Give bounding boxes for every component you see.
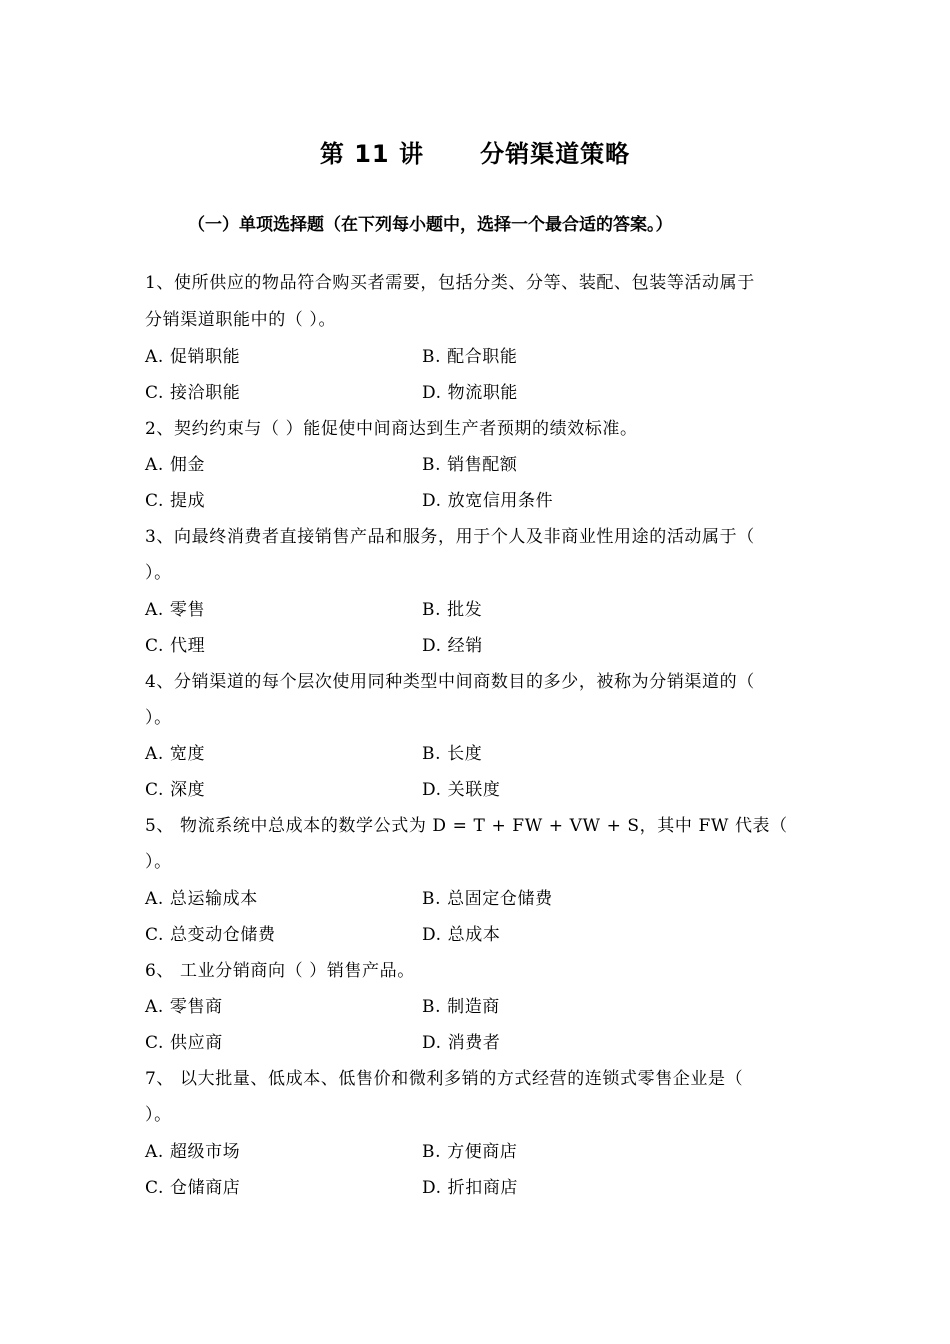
question-4-line-1: 4、分销渠道的每个层次使用同种类型中间商数目的多少，被称为分销渠道的（ bbox=[145, 672, 755, 692]
question-5-line-2: ）。 bbox=[145, 852, 172, 872]
question-7-option-d: D. 折扣商店 bbox=[422, 1178, 519, 1198]
question-6-option-b: B. 制造商 bbox=[422, 997, 500, 1017]
question-3-line-2: ）。 bbox=[145, 563, 172, 583]
question-1-option-b: B. 配合职能 bbox=[422, 347, 518, 367]
section-heading: （一）单项选择题（在下列每小题中，选择一个最合适的答案。） bbox=[188, 215, 673, 235]
question-3-line-1: 3、向最终消费者直接销售产品和服务，用于个人及非商业性用途的活动属于（ bbox=[145, 527, 755, 547]
question-4-option-c: C. 深度 bbox=[145, 780, 206, 800]
question-2-option-a: A. 佣金 bbox=[145, 455, 206, 475]
question-5-option-b: B. 总固定仓储费 bbox=[422, 889, 553, 909]
question-6-option-a: A. 零售商 bbox=[145, 997, 223, 1017]
question-4-option-a: A. 宽度 bbox=[145, 744, 206, 764]
question-5-option-c: C. 总变动仓储费 bbox=[145, 925, 276, 945]
question-1-line-1: 1、使所供应的物品符合购买者需要，包括分类、分等、装配、包装等活动属于 bbox=[145, 273, 755, 293]
question-7-option-b: B. 方便商店 bbox=[422, 1142, 518, 1162]
question-7-line-1: 7、 以大批量、低成本、低售价和微利多销的方式经营的连锁式零售企业是（ bbox=[145, 1069, 744, 1089]
question-1-option-a: A. 促销职能 bbox=[145, 347, 241, 367]
question-4-option-b: B. 长度 bbox=[422, 744, 483, 764]
question-1-line-2: 分销渠道职能中的（ ）。 bbox=[145, 310, 337, 330]
question-5-line-1: 5、 物流系统中总成本的数学公式为 D = T + FW + VW + S，其中 FW 代表（ bbox=[145, 816, 788, 836]
question-6-option-c: C. 供应商 bbox=[145, 1033, 223, 1053]
question-3-option-a: A. 零售 bbox=[145, 600, 206, 620]
question-3-option-b: B. 批发 bbox=[422, 600, 483, 620]
question-4-option-d: D. 关联度 bbox=[422, 780, 501, 800]
question-7-option-a: A. 超级市场 bbox=[145, 1142, 241, 1162]
page-title: 第 11 讲 分销渠道策略 bbox=[319, 140, 631, 168]
question-2-option-c: C. 提成 bbox=[145, 491, 206, 511]
question-2-option-b: B. 销售配额 bbox=[422, 455, 518, 475]
question-3-option-c: C. 代理 bbox=[145, 636, 206, 656]
question-2-line-1: 2、契约约束与（ ）能促使中间商达到生产者预期的绩效标准。 bbox=[145, 419, 638, 439]
question-3-option-d: D. 经销 bbox=[422, 636, 483, 656]
question-1-option-d: D. 物流职能 bbox=[422, 383, 519, 403]
question-5-option-a: A. 总运输成本 bbox=[145, 889, 258, 909]
question-2-option-d: D. 放宽信用条件 bbox=[422, 491, 554, 511]
question-6-line-1: 6、 工业分销商向（ ）销售产品。 bbox=[145, 961, 415, 981]
question-1-option-c: C. 接洽职能 bbox=[145, 383, 241, 403]
question-4-line-2: ）。 bbox=[145, 708, 172, 728]
question-6-option-d: D. 消费者 bbox=[422, 1033, 501, 1053]
question-7-line-2: ）。 bbox=[145, 1105, 172, 1125]
question-5-option-d: D. 总成本 bbox=[422, 925, 501, 945]
question-7-option-c: C. 仓储商店 bbox=[145, 1178, 241, 1198]
